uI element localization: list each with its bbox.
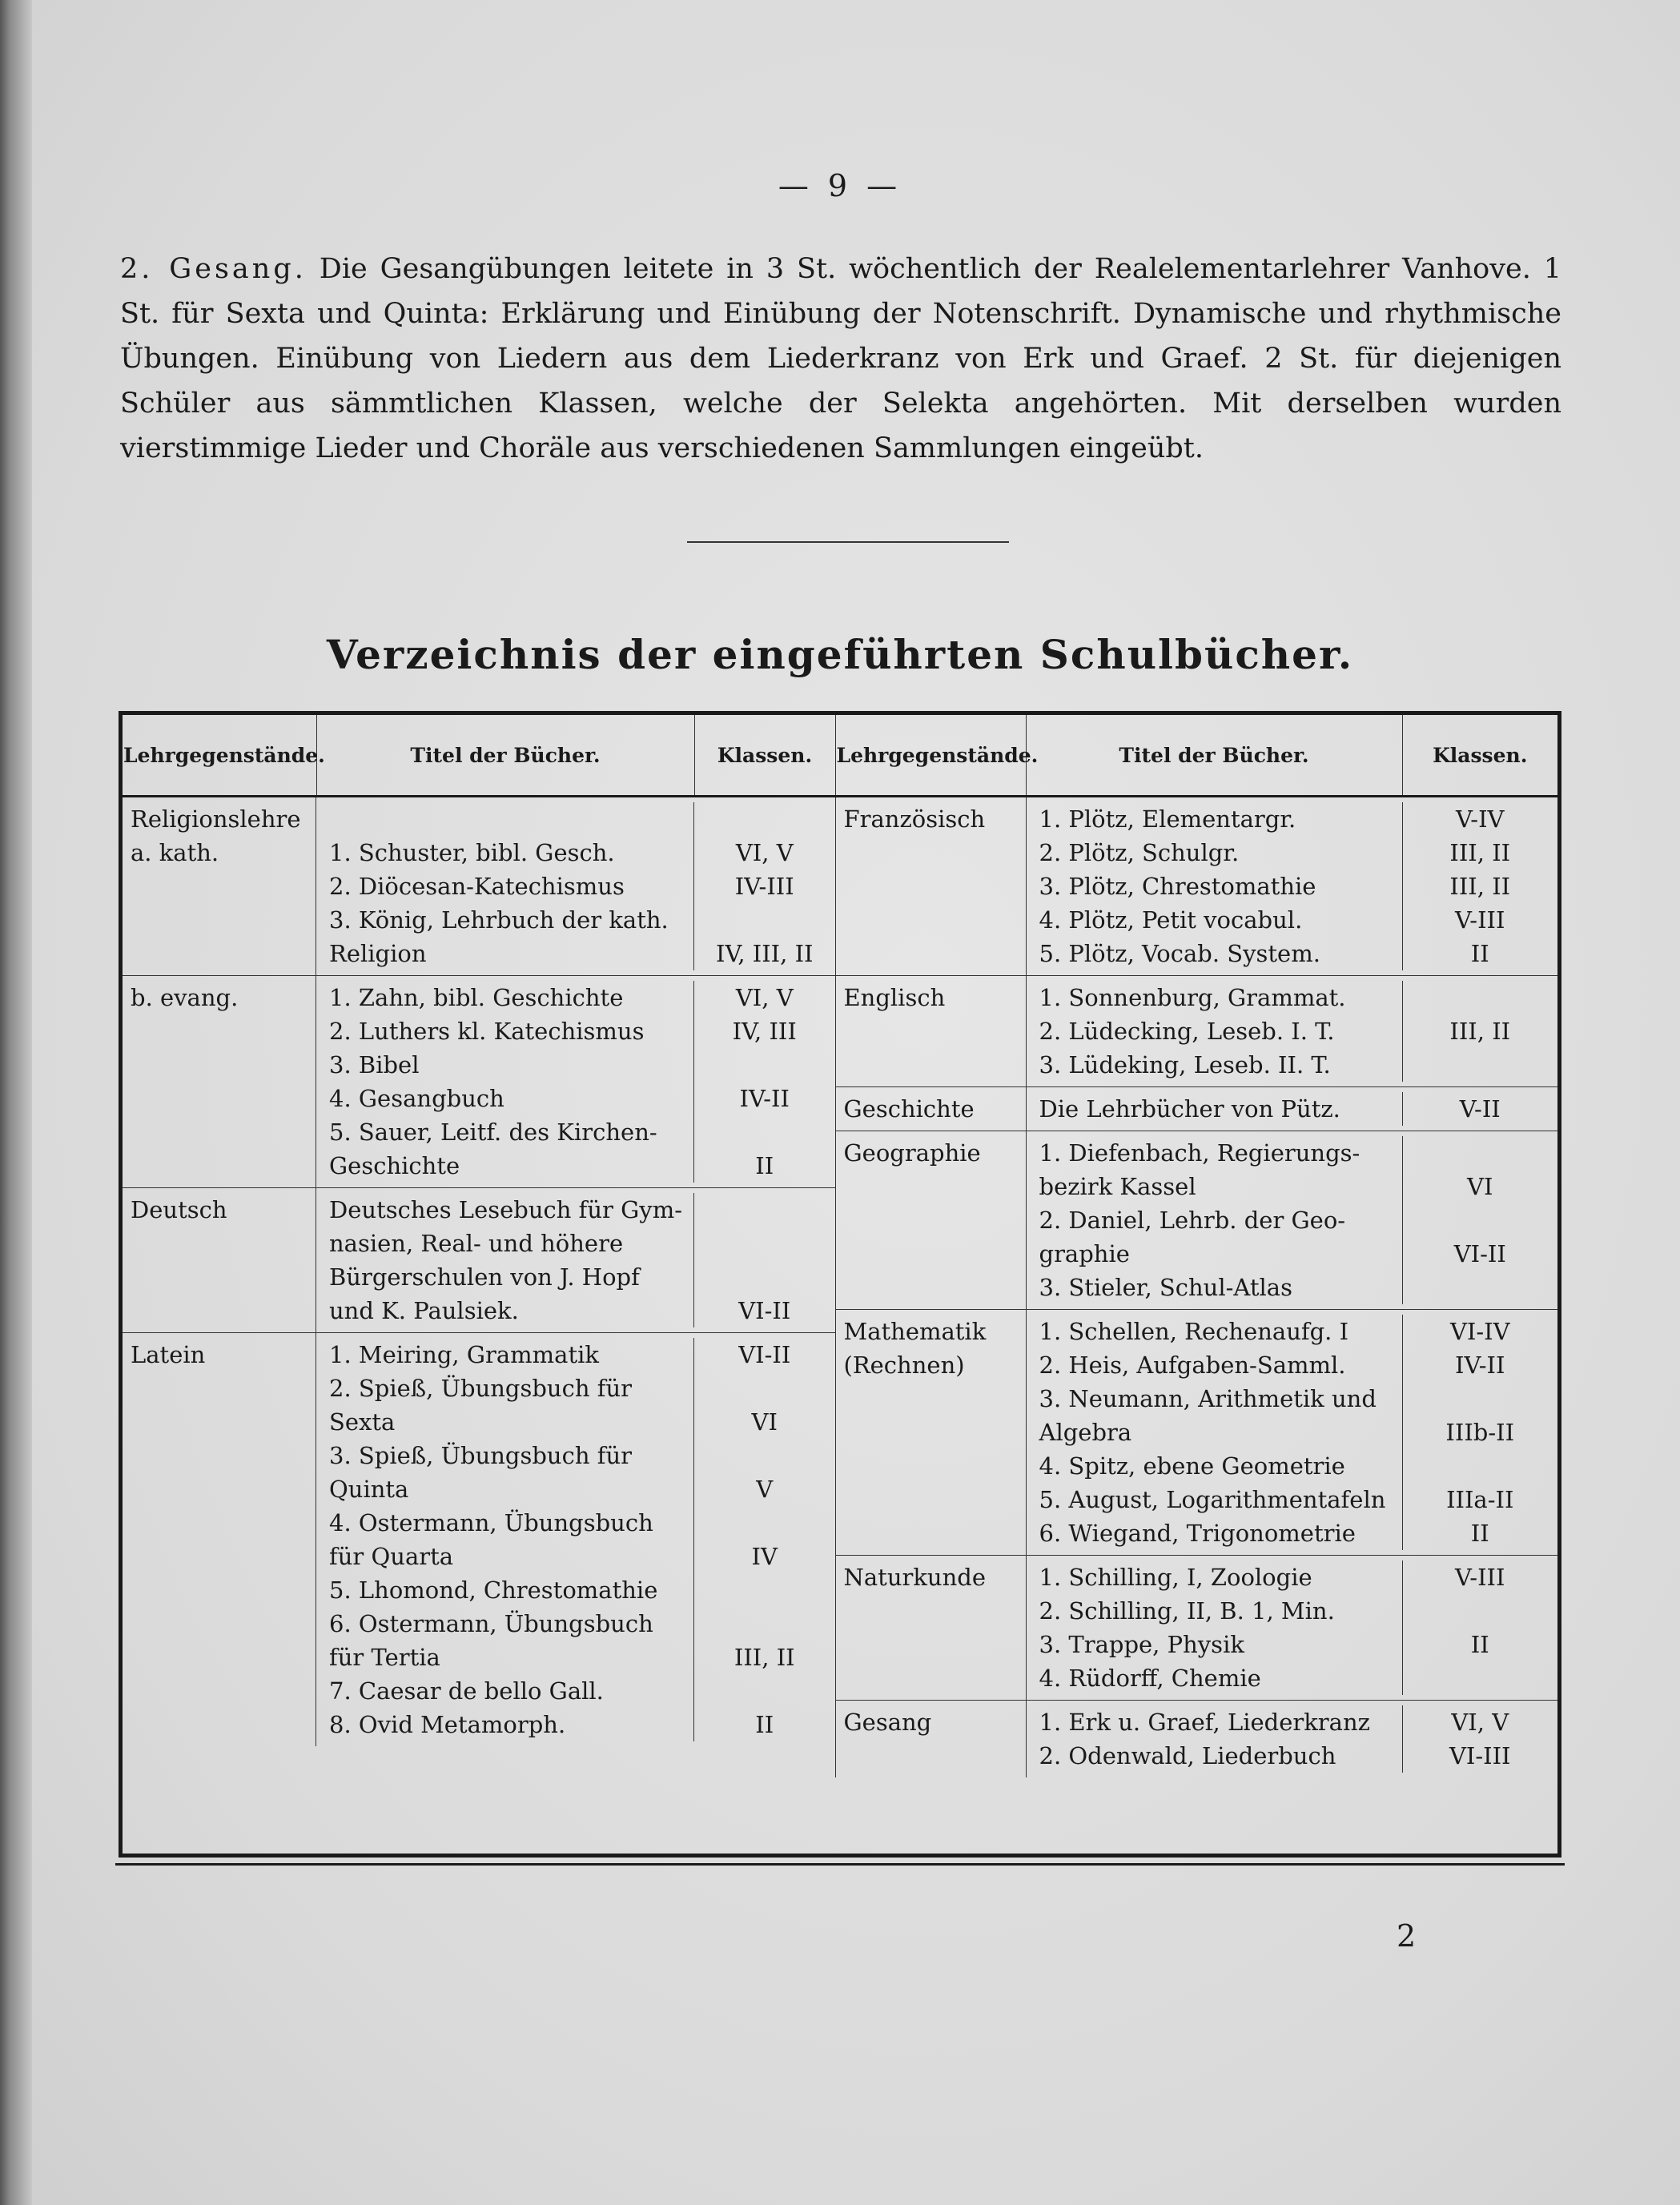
book-row [316,870,835,903]
class-range [694,1607,835,1641]
class-range: V-IV [1456,805,1505,833]
book-title: 8. Ovid Metamorph. [316,1708,694,1741]
class-range [694,1506,835,1540]
class-range: V [756,1476,774,1503]
book-title: nasien, Real- und höhere [316,1227,694,1260]
book-title: 5. Sauer, Leitf. des Kirchen- [316,1115,694,1149]
class-range [694,1372,835,1405]
book-row [316,981,835,1014]
class-range [694,1439,835,1472]
book-title: 3. Trappe, Physik [1027,1628,1403,1661]
class-range [694,903,835,937]
book-title: 5. Plötz, Vocab. System. [1027,937,1403,970]
subject-name [836,1556,1027,1700]
subject-line: Gesang [843,1709,932,1736]
subject-name [836,1131,1027,1309]
table-heading: Verzeichnis der eingeführten Schulbücher. [326,631,1354,678]
book-row [1027,1203,1558,1237]
book-row [316,1472,835,1506]
book-title: 2. Schilling, II, B. 1, Min. [1027,1594,1403,1628]
class-range: III, II [1449,839,1511,866]
class-range: IV-III [734,873,794,900]
class-range: V-III [1455,906,1505,934]
book-row [316,1193,835,1227]
book-title: 4. Plötz, Petit vocabul. [1027,903,1403,937]
class-range [1403,1661,1558,1695]
book-row [1027,981,1558,1014]
subject-name [123,1188,316,1332]
book-title: 2. Plötz, Schulgr. [1027,836,1403,870]
book-row [1027,1315,1558,1348]
class-range: II [1470,940,1489,967]
book-row [316,1338,835,1372]
book-row [316,1149,835,1183]
class-range: VI-II [738,1297,791,1324]
subject-line: (Rechnen) [843,1352,965,1379]
book-row [1027,1382,1558,1416]
page-number: — 9 — [778,168,902,203]
book-title: Religion [316,937,694,970]
book-title: 1. Plötz, Elementargr. [1027,802,1403,836]
class-range [694,1048,835,1082]
book-title: 3. König, Lehrbuch der kath. [316,903,694,937]
column-header: Klassen. [694,715,835,797]
book-title: 5. August, Logarithmentafeln [1027,1483,1403,1516]
book-title: 2. Luthers kl. Katechismus [316,1014,694,1048]
class-range: III, II [1449,1018,1511,1045]
subject-group [123,976,835,1188]
class-range: V-III [1455,1564,1505,1591]
book-title: 3. Bibel [316,1048,694,1082]
book-title: 6. Wiegand, Trigonometrie [1027,1516,1403,1550]
book-row [1027,1237,1558,1271]
book-row [316,1641,835,1674]
book-row [316,1115,835,1149]
book-title: 1. Schilling, I, Zoologie [1027,1560,1403,1594]
book-row [1027,1048,1558,1082]
table-header-row [123,715,1557,797]
subject-line: a. kath. [131,839,219,866]
subject-name [836,1701,1027,1777]
book-title: Deutsches Lesebuch für Gym- [316,1193,694,1227]
class-range: II [1470,1520,1489,1547]
class-range: III, II [1449,873,1511,900]
subject-group [836,1701,1558,1777]
book-title: 4. Spitz, ebene Geometrie [1027,1449,1403,1483]
subject-line: Latein [131,1341,206,1368]
schoolbook-table [119,711,1561,1858]
class-range [694,1573,835,1607]
book-row [1027,1739,1558,1773]
book-row [1027,1628,1558,1661]
class-range [694,1674,835,1708]
class-range [1403,1136,1558,1170]
book-row [1027,1516,1558,1550]
book-row [316,1405,835,1439]
book-row [316,903,835,937]
book-row [1027,1661,1558,1695]
book-title: 1. Diefenbach, Regierungs- [1027,1136,1403,1170]
book-title: 3. Spieß, Übungsbuch für [316,1439,694,1472]
class-range: IV-II [739,1085,790,1112]
book-title: bezirk Kassel [1027,1170,1403,1203]
book-row [1027,1483,1558,1516]
class-range: VI-III [1449,1742,1511,1769]
class-range: IV, III, II [716,940,814,967]
subject-group [836,976,1558,1087]
book-title: 3. Neumann, Arithmetik und [1027,1382,1403,1416]
book-row [1027,836,1558,870]
book-title: Quinta [316,1472,694,1506]
class-range [1403,1048,1558,1082]
book-row [316,1294,835,1327]
column-header: Klassen. [1402,715,1557,797]
book-title [316,802,694,836]
subject-group [836,797,1558,976]
book-title: 5. Lhomond, Chrestomathie [316,1573,694,1607]
book-row [316,1260,835,1294]
book-title: 3. Stieler, Schul-Atlas [1027,1271,1403,1304]
book-title: 1. Sonnenburg, Grammat. [1027,981,1403,1014]
subject-name [123,1333,316,1746]
book-title: 4. Gesangbuch [316,1082,694,1115]
class-range [1403,1203,1558,1237]
class-range [1403,981,1558,1014]
subject-line: Geschichte [843,1095,975,1123]
class-range: VI, V [735,839,794,866]
book-title: für Tertia [316,1641,694,1674]
book-title: für Quarta [316,1540,694,1573]
class-range: IV-II [1455,1352,1505,1379]
subject-name [836,797,1027,975]
signature-mark: 2 [1397,1918,1417,1954]
book-title: 6. Ostermann, Übungsbuch [316,1607,694,1641]
class-range: II [755,1152,774,1179]
subject-line: Religionslehre [131,805,301,833]
book-row [1027,937,1558,970]
subject-line: Französisch [843,805,986,833]
book-row [316,937,835,970]
class-range: V-II [1459,1095,1501,1123]
book-title: 2. Odenwald, Liederbuch [1027,1739,1403,1773]
class-range [1403,1449,1558,1483]
book-title: 2. Spieß, Übungsbuch für [316,1372,694,1405]
subject-name [836,1310,1027,1555]
section-divider [687,541,1009,543]
class-range [694,802,835,836]
class-range [694,1260,835,1294]
book-title: 1. Schellen, Rechenaufg. I [1027,1315,1403,1348]
subject-name [123,797,316,975]
subject-name [123,976,316,1187]
subject-line: Mathematik [843,1318,987,1345]
book-row [316,1573,835,1607]
book-row [316,1540,835,1573]
intro-paragraph [120,247,1561,471]
book-row [316,1048,835,1082]
book-title: 4. Rüdorff, Chemie [1027,1661,1403,1695]
class-range: VI, V [1451,1709,1509,1736]
class-range: II [1470,1631,1489,1658]
book-row [1027,1014,1558,1048]
book-title: 2. Diöcesan-Katechismus [316,870,694,903]
subject-group [836,1310,1558,1556]
book-title: Die Lehrbücher von Pütz. [1027,1092,1403,1126]
book-row [316,1708,835,1741]
class-range: VI-II [1453,1240,1506,1267]
book-row [316,1607,835,1641]
table-body-row [123,797,1557,1778]
subject-name [836,976,1027,1086]
class-range: VI [751,1408,778,1436]
book-row [1027,1136,1558,1170]
subject-name [836,1087,1027,1131]
book-row [316,1082,835,1115]
book-title: 2. Heis, Aufgaben-Samml. [1027,1348,1403,1382]
book-title: 1. Meiring, Grammatik [316,1338,694,1372]
class-range: III, II [733,1644,795,1671]
book-row [316,1506,835,1540]
right-half [835,797,1557,1778]
class-range: II [755,1711,774,1738]
book-row [1027,1705,1558,1739]
book-title: 7. Caesar de bello Gall. [316,1674,694,1708]
book-row [316,1674,835,1708]
subject-group [123,797,835,976]
book-title: 1. Schuster, bibl. Gesch. [316,836,694,870]
class-range: VI, V [735,984,794,1011]
book-title: 1. Erk u. Graef, Liederkranz [1027,1705,1403,1739]
class-range [694,1227,835,1260]
schoolbook-table-grid [123,715,1557,1777]
book-title: Geschichte [316,1149,694,1183]
book-row [316,1014,835,1048]
intro-lead: 2. Gesang. [120,253,307,285]
book-title: 2. Lüdecking, Leseb. I. T. [1027,1014,1403,1048]
book-title: 2. Daniel, Lehrb. der Geo- [1027,1203,1403,1237]
class-range [1403,1382,1558,1416]
book-title: Algebra [1027,1416,1403,1449]
book-title: 1. Zahn, bibl. Geschichte [316,981,694,1014]
book-title: 3. Plötz, Chrestomathie [1027,870,1403,903]
book-title: graphie [1027,1237,1403,1271]
subject-group [123,1333,835,1746]
class-range: IV, III [732,1018,797,1045]
book-title: und K. Paulsiek. [316,1294,694,1327]
book-row [316,1372,835,1405]
column-header: Lehrgegenstände. [123,715,316,797]
class-range [694,1193,835,1227]
subject-line: Geographie [843,1139,981,1167]
subject-group [123,1188,835,1333]
book-title: 4. Ostermann, Übungsbuch [316,1506,694,1540]
book-title: Sexta [316,1405,694,1439]
subject-line: Naturkunde [843,1564,987,1591]
book-row [1027,1348,1558,1382]
column-header: Titel der Bücher. [316,715,694,797]
subject-line: b. evang. [131,984,239,1011]
book-title: Bürgerschulen von J. Hopf [316,1260,694,1294]
book-row [1027,1170,1558,1203]
book-row [1027,903,1558,937]
subject-group [836,1131,1558,1310]
class-range: VI [1467,1173,1493,1200]
class-range: VI-II [738,1341,791,1368]
book-title: 3. Lüdeking, Leseb. II. T. [1027,1048,1403,1082]
class-range: IIIa-II [1446,1486,1514,1513]
subject-group [836,1087,1558,1131]
book-row [1027,1594,1558,1628]
subject-line: Englisch [843,984,946,1011]
class-range: IV [751,1543,778,1570]
book-row [316,1227,835,1260]
book-row [316,1439,835,1472]
class-range: VI-IV [1449,1318,1510,1345]
subject-group [836,1556,1558,1701]
book-row [1027,1271,1558,1304]
class-range: IIIb-II [1445,1419,1515,1446]
intro-text: Die Gesangübungen leitete in 3 St. wöchentlich der Realelementarlehrer Vanhove. 1 St. für Sexta und Quinta: Erklärung und Einübung der Notenschrift. Dynamische und rhythmische Übungen. Einübung von Liedern aus dem Liederkranz von Erk und Graef. 2 St. für diejenigen Schüler aus sämmtlichen Klassen, welche der Selekta angehörten. Mit derselben wurden vierstimmige Lieder und Choräle aus verschiedenen Sammlungen eingeübt. [120,253,1561,464]
book-row [316,836,835,870]
page-edge-shadow [0,0,32,2205]
book-row [1027,1449,1558,1483]
book-row [1027,1092,1558,1126]
book-row [1027,1416,1558,1449]
column-header: Lehrgegenstände. [835,715,1026,797]
class-range [694,1115,835,1149]
book-row [316,802,835,836]
class-range [1403,1594,1558,1628]
book-row [1027,1560,1558,1594]
left-half [123,797,835,1778]
column-header: Titel der Bücher. [1026,715,1402,797]
class-range [1403,1271,1558,1304]
subject-line: Deutsch [131,1196,227,1223]
book-row [1027,870,1558,903]
book-row [1027,802,1558,836]
